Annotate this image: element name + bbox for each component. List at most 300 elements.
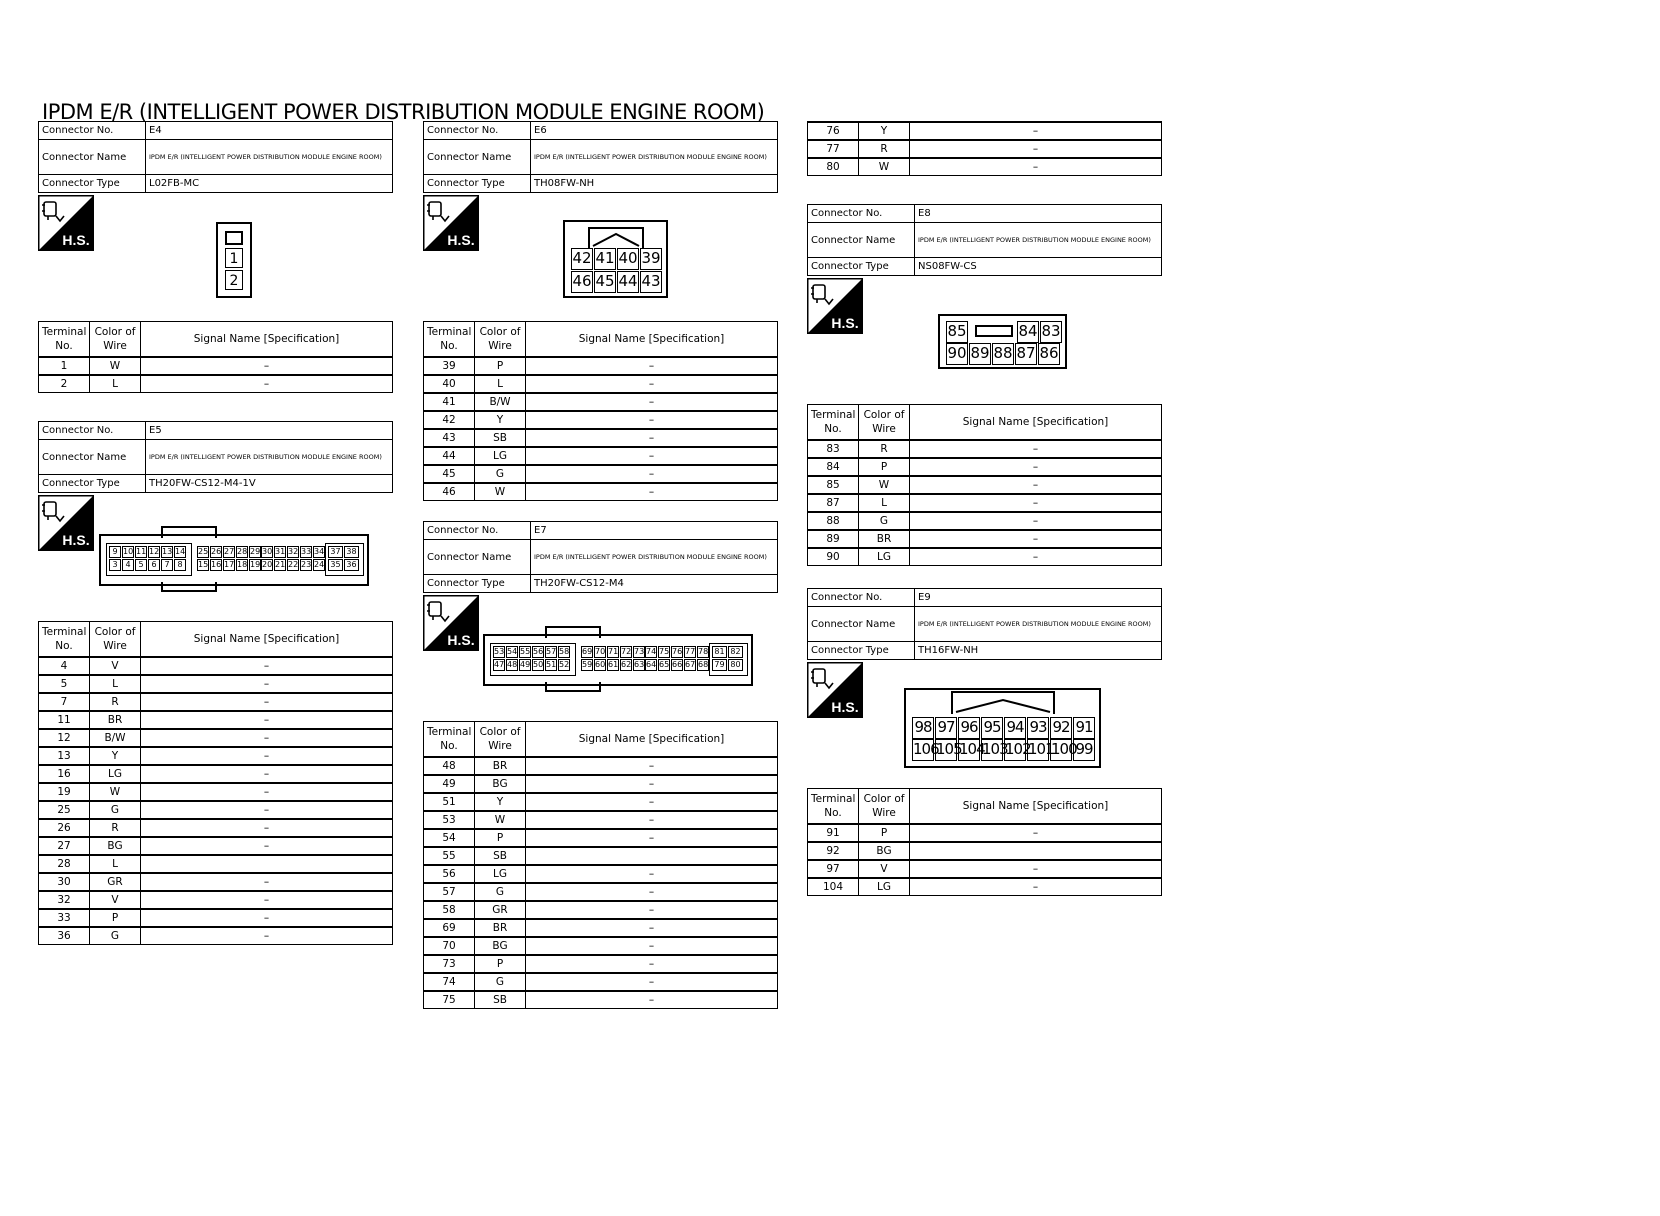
signal-name: – xyxy=(141,783,393,801)
color-of-wire-header: Color of Wire xyxy=(859,789,910,825)
table-row xyxy=(808,842,1162,860)
pin: 4 xyxy=(122,559,134,571)
terminal-no: 92 xyxy=(808,842,859,860)
connector-name-value: IPDM E/R (INTELLIGENT POWER DISTRIBUTION MODULE ENGINE ROOM) xyxy=(146,140,393,175)
hs-label: H.S. xyxy=(447,232,475,248)
connector-name-value: IPDM E/R (INTELLIGENT POWER DISTRIBUTION MODULE ENGINE ROOM) xyxy=(915,223,1162,258)
pin: 70 xyxy=(595,647,606,656)
signal-name: – xyxy=(910,548,1162,566)
terminal-no-header: Terminal No. xyxy=(424,722,475,758)
table-row xyxy=(808,548,1162,566)
wire-color: SB xyxy=(475,429,526,447)
connector-no-label: Connector No. xyxy=(424,122,531,140)
signal-name: – xyxy=(141,837,393,855)
terminal-no: 104 xyxy=(808,878,859,896)
terminal-no-header: Terminal No. xyxy=(808,405,859,441)
wire-color: BG xyxy=(475,937,526,955)
connector-no-value: E8 xyxy=(915,205,1162,223)
pin: 32 xyxy=(288,547,299,556)
connector-info-e7 xyxy=(423,521,778,593)
connector-latch xyxy=(161,526,217,538)
wire-color: W xyxy=(90,783,141,801)
terminal-no: 16 xyxy=(39,765,90,783)
pin: 19 xyxy=(250,560,261,569)
wire-color: P xyxy=(859,458,910,476)
pin: 104 xyxy=(958,739,980,761)
pin: 15 xyxy=(198,560,209,569)
pin: 51 xyxy=(546,660,557,669)
connector-info-e6 xyxy=(423,121,778,193)
wire-color: BG xyxy=(90,837,141,855)
table-row xyxy=(808,860,1162,878)
table-row xyxy=(424,829,778,847)
connector-no-label: Connector No. xyxy=(39,422,146,440)
pin: 21 xyxy=(275,560,286,569)
terminal-table-e9 xyxy=(807,788,1162,896)
pin: 103 xyxy=(981,739,1003,761)
pin: 7 xyxy=(161,559,173,571)
pin: 17 xyxy=(224,560,235,569)
signal-name: – xyxy=(526,429,778,447)
terminal-no: 28 xyxy=(39,855,90,873)
pin: 75 xyxy=(659,647,670,656)
table-row xyxy=(424,447,778,465)
connector-name-label: Connector Name xyxy=(808,607,915,642)
pin: 20 xyxy=(262,560,273,569)
wire-color: P xyxy=(475,357,526,375)
hs-label: H.S. xyxy=(62,232,90,248)
wire-color: R xyxy=(90,693,141,711)
terminal-no: 80 xyxy=(808,158,859,176)
pin: 52 xyxy=(559,660,570,669)
pin: 91 xyxy=(1073,717,1095,739)
terminal-no: 54 xyxy=(424,829,475,847)
signal-name: – xyxy=(910,860,1162,878)
terminal-no: 4 xyxy=(39,657,90,675)
terminal-no: 73 xyxy=(424,955,475,973)
hs-label: H.S. xyxy=(447,632,475,648)
wire-color: W xyxy=(475,483,526,501)
wire-color: R xyxy=(859,440,910,458)
signal-name: – xyxy=(526,973,778,991)
harness-side-icon xyxy=(807,278,863,334)
signal-name: – xyxy=(141,909,393,927)
terminal-no: 91 xyxy=(808,824,859,842)
table-row xyxy=(808,158,1162,176)
wire-color: L xyxy=(859,494,910,512)
terminal-no: 7 xyxy=(39,693,90,711)
pin: 49 xyxy=(520,660,531,669)
signal-name: – xyxy=(526,991,778,1009)
pin: 93 xyxy=(1027,717,1049,739)
pin: 89 xyxy=(969,343,991,365)
terminal-no: 74 xyxy=(424,973,475,991)
terminal-no: 32 xyxy=(39,891,90,909)
connector-face-e9 xyxy=(904,688,1101,768)
connector-type-label: Connector Type xyxy=(39,475,146,493)
wire-color: L xyxy=(90,675,141,693)
harness-side-icon xyxy=(423,195,479,251)
signal-name-header: Signal Name [Specification] xyxy=(526,322,778,358)
terminal-no: 97 xyxy=(808,860,859,878)
terminal-no: 40 xyxy=(424,375,475,393)
hs-label: H.S. xyxy=(62,532,90,548)
wire-color: GR xyxy=(475,901,526,919)
terminal-no: 48 xyxy=(424,757,475,775)
connector-latch-icon xyxy=(950,690,1056,716)
table-row xyxy=(424,465,778,483)
pin: 76 xyxy=(672,647,683,656)
signal-name: – xyxy=(141,819,393,837)
pin: 86 xyxy=(1038,343,1060,365)
table-row xyxy=(808,440,1162,458)
wire-color: BR xyxy=(475,757,526,775)
terminal-no: 42 xyxy=(424,411,475,429)
pin: 1 xyxy=(225,248,243,268)
signal-name xyxy=(526,847,778,865)
pin: 43 xyxy=(640,271,662,293)
pin: 2 xyxy=(225,270,243,290)
connector-type-value: TH20FW-CS12-M4 xyxy=(531,575,778,593)
wire-color: B/W xyxy=(475,393,526,411)
table-row xyxy=(808,458,1162,476)
table-row xyxy=(39,711,393,729)
hs-label: H.S. xyxy=(831,315,859,331)
signal-name: – xyxy=(526,447,778,465)
table-row xyxy=(39,801,393,819)
pin: 85 xyxy=(946,321,968,343)
pin: 42 xyxy=(571,248,593,270)
wire-color: W xyxy=(859,476,910,494)
pin: 13 xyxy=(162,547,173,556)
signal-name: – xyxy=(526,793,778,811)
pin: 56 xyxy=(533,647,544,656)
table-row xyxy=(424,973,778,991)
pin: 78 xyxy=(698,647,709,656)
pin: 44 xyxy=(617,271,639,293)
table-row xyxy=(808,512,1162,530)
pin: 62 xyxy=(621,660,632,669)
table-row xyxy=(424,775,778,793)
terminal-no: 58 xyxy=(424,901,475,919)
pin: 61 xyxy=(608,660,619,669)
connector-latch xyxy=(545,682,601,692)
signal-name: – xyxy=(141,927,393,945)
table-row xyxy=(808,878,1162,896)
connector-type-value: TH08FW-NH xyxy=(531,175,778,193)
signal-name: – xyxy=(910,122,1162,140)
pin: 34 xyxy=(314,547,325,556)
pin: 79 xyxy=(712,659,727,671)
pin: 106 xyxy=(912,739,934,761)
table-row xyxy=(424,375,778,393)
terminal-no: 88 xyxy=(808,512,859,530)
table-row xyxy=(424,429,778,447)
wire-color: LG xyxy=(859,878,910,896)
pin: 88 xyxy=(992,343,1014,365)
page-title: IPDM E/R (INTELLIGENT POWER DISTRIBUTION MODULE ENGINE ROOM) xyxy=(42,100,765,124)
wire-color: G xyxy=(475,883,526,901)
signal-name: – xyxy=(910,512,1162,530)
pin: 92 xyxy=(1050,717,1072,739)
connector-latch xyxy=(545,626,601,638)
table-row xyxy=(424,757,778,775)
pin: 16 xyxy=(211,560,222,569)
signal-name: – xyxy=(910,458,1162,476)
signal-name: – xyxy=(910,494,1162,512)
signal-name: – xyxy=(141,873,393,891)
wire-color: G xyxy=(475,465,526,483)
pin: 45 xyxy=(594,271,616,293)
connector-info-e8 xyxy=(807,204,1162,276)
pin: 50 xyxy=(533,660,544,669)
connector-type-value: TH20FW-CS12-M4-1V xyxy=(146,475,393,493)
wire-color: SB xyxy=(475,991,526,1009)
terminal-no: 53 xyxy=(424,811,475,829)
pin-group-frame xyxy=(490,643,576,676)
connector-info-e9 xyxy=(807,588,1162,660)
connector-type-label: Connector Type xyxy=(39,175,146,193)
pin: 12 xyxy=(149,547,160,556)
wire-color: W xyxy=(475,811,526,829)
table-row xyxy=(424,991,778,1009)
pin: 97 xyxy=(935,717,957,739)
pin: 96 xyxy=(958,717,980,739)
terminal-no-header: Terminal No. xyxy=(808,789,859,825)
table-row xyxy=(39,891,393,909)
table-row xyxy=(39,375,393,393)
terminal-no: 89 xyxy=(808,530,859,548)
signal-name: – xyxy=(910,530,1162,548)
pin: 30 xyxy=(262,547,273,556)
wire-color: Y xyxy=(90,747,141,765)
terminal-no: 30 xyxy=(39,873,90,891)
wire-color: BG xyxy=(475,775,526,793)
terminal-no: 84 xyxy=(808,458,859,476)
wire-color: P xyxy=(475,955,526,973)
table-row xyxy=(424,955,778,973)
connector-name-label: Connector Name xyxy=(424,140,531,175)
table-row xyxy=(39,927,393,945)
table-row xyxy=(39,729,393,747)
harness-side-icon xyxy=(38,495,94,551)
wire-color: Y xyxy=(475,411,526,429)
wire-color: L xyxy=(90,855,141,873)
wire-color: L xyxy=(475,375,526,393)
wire-color: V xyxy=(90,891,141,909)
table-row xyxy=(424,901,778,919)
terminal-no: 36 xyxy=(39,927,90,945)
pin: 35 xyxy=(328,559,343,571)
harness-side-icon xyxy=(38,195,94,251)
pin: 100 xyxy=(1050,739,1072,761)
pin: 26 xyxy=(211,547,222,556)
pin: 53 xyxy=(494,647,505,656)
wire-color: G xyxy=(859,512,910,530)
wire-color: LG xyxy=(90,765,141,783)
terminal-no: 11 xyxy=(39,711,90,729)
wire-color: P xyxy=(859,824,910,842)
pin: 18 xyxy=(237,560,248,569)
table-row xyxy=(39,357,393,375)
pin: 36 xyxy=(344,559,359,571)
wire-color: BG xyxy=(859,842,910,860)
pin: 83 xyxy=(1040,321,1062,343)
pin: 102 xyxy=(1004,739,1026,761)
terminal-no: 75 xyxy=(424,991,475,1009)
signal-name: – xyxy=(526,919,778,937)
pin: 40 xyxy=(617,248,639,270)
pin: 11 xyxy=(136,547,147,556)
connector-type-label: Connector Type xyxy=(808,642,915,660)
terminal-no: 51 xyxy=(424,793,475,811)
connector-latch xyxy=(225,231,243,245)
connector-type-value: NS08FW-CS xyxy=(915,258,1162,276)
connector-no-value: E6 xyxy=(531,122,778,140)
pin: 9 xyxy=(109,546,121,558)
terminal-no: 43 xyxy=(424,429,475,447)
signal-name: – xyxy=(526,757,778,775)
signal-name: – xyxy=(526,411,778,429)
terminal-no: 57 xyxy=(424,883,475,901)
signal-name xyxy=(141,855,393,873)
pin: 38 xyxy=(344,546,359,558)
terminal-no: 12 xyxy=(39,729,90,747)
pin: 24 xyxy=(314,560,325,569)
pin: 46 xyxy=(571,271,593,293)
table-row xyxy=(424,919,778,937)
connector-name-value: IPDM E/R (INTELLIGENT POWER DISTRIBUTION MODULE ENGINE ROOM) xyxy=(146,440,393,475)
wire-color: LG xyxy=(475,447,526,465)
table-row xyxy=(424,865,778,883)
table-row xyxy=(39,675,393,693)
harness-side-icon xyxy=(807,662,863,718)
wire-color: P xyxy=(475,829,526,847)
pin: 66 xyxy=(672,660,683,669)
connector-name-value: IPDM E/R (INTELLIGENT POWER DISTRIBUTION MODULE ENGINE ROOM) xyxy=(531,540,778,575)
terminal-no: 55 xyxy=(424,847,475,865)
terminal-no: 45 xyxy=(424,465,475,483)
pin: 74 xyxy=(646,647,657,656)
pin: 8 xyxy=(174,559,186,571)
wire-color: G xyxy=(90,927,141,945)
table-row xyxy=(39,765,393,783)
terminal-no: 56 xyxy=(424,865,475,883)
pin: 28 xyxy=(237,547,248,556)
terminal-no: 76 xyxy=(808,122,859,140)
color-of-wire-header: Color of Wire xyxy=(475,722,526,758)
pin: 55 xyxy=(520,647,531,656)
connector-face-e4 xyxy=(216,222,252,298)
connector-no-value: E5 xyxy=(146,422,393,440)
signal-name: – xyxy=(526,901,778,919)
pin: 23 xyxy=(301,560,312,569)
pin: 72 xyxy=(621,647,632,656)
terminal-no: 69 xyxy=(424,919,475,937)
pin: 101 xyxy=(1027,739,1049,761)
terminal-no: 1 xyxy=(39,357,90,375)
terminal-no: 2 xyxy=(39,375,90,393)
pin: 82 xyxy=(728,646,743,658)
connector-face-e5 xyxy=(99,534,369,586)
pin: 94 xyxy=(1004,717,1026,739)
pin: 90 xyxy=(946,343,968,365)
connector-no-value: E4 xyxy=(146,122,393,140)
wire-color: BR xyxy=(90,711,141,729)
pin: 105 xyxy=(935,739,957,761)
signal-name: – xyxy=(910,476,1162,494)
terminal-no: 33 xyxy=(39,909,90,927)
pin-group-frame xyxy=(709,643,748,676)
table-row xyxy=(424,793,778,811)
pin: 71 xyxy=(608,647,619,656)
terminal-no: 83 xyxy=(808,440,859,458)
pin: 60 xyxy=(595,660,606,669)
connector-type-value: L02FB-MC xyxy=(146,175,393,193)
wire-color: LG xyxy=(475,865,526,883)
connector-info-e5 xyxy=(38,421,393,493)
pin: 58 xyxy=(559,647,570,656)
signal-name: – xyxy=(141,657,393,675)
terminal-no: 39 xyxy=(424,357,475,375)
connector-no-label: Connector No. xyxy=(808,589,915,607)
signal-name: – xyxy=(141,891,393,909)
pin: 33 xyxy=(301,547,312,556)
signal-name: – xyxy=(526,775,778,793)
pin: 29 xyxy=(250,547,261,556)
table-row xyxy=(808,140,1162,158)
pin: 5 xyxy=(135,559,147,571)
pin: 31 xyxy=(275,547,286,556)
connector-latch xyxy=(975,325,1013,337)
connector-type-label: Connector Type xyxy=(424,175,531,193)
pin: 3 xyxy=(109,559,121,571)
wire-color: R xyxy=(90,819,141,837)
pin: 95 xyxy=(981,717,1003,739)
terminal-no-header: Terminal No. xyxy=(39,622,90,658)
pin: 6 xyxy=(148,559,160,571)
wire-color: V xyxy=(90,657,141,675)
table-row xyxy=(424,357,778,375)
terminal-no: 87 xyxy=(808,494,859,512)
color-of-wire-header: Color of Wire xyxy=(859,405,910,441)
color-of-wire-header: Color of Wire xyxy=(475,322,526,358)
terminal-no: 26 xyxy=(39,819,90,837)
table-row xyxy=(39,837,393,855)
signal-name: – xyxy=(141,747,393,765)
pin-group-frame xyxy=(325,543,364,576)
pin: 87 xyxy=(1015,343,1037,365)
pin: 27 xyxy=(224,547,235,556)
connector-name-label: Connector Name xyxy=(808,223,915,258)
pin: 98 xyxy=(912,717,934,739)
signal-name: – xyxy=(526,375,778,393)
pin: 10 xyxy=(123,547,134,556)
pin: 14 xyxy=(175,547,186,556)
table-row xyxy=(39,855,393,873)
connector-no-value: E9 xyxy=(915,589,1162,607)
pin: 41 xyxy=(594,248,616,270)
connector-type-label: Connector Type xyxy=(424,575,531,593)
connector-face-e8 xyxy=(938,314,1067,369)
terminal-no: 44 xyxy=(424,447,475,465)
color-of-wire-header: Color of Wire xyxy=(90,322,141,358)
wire-color: SB xyxy=(475,847,526,865)
wire-color: BR xyxy=(475,919,526,937)
signal-name-header: Signal Name [Specification] xyxy=(141,622,393,658)
table-row xyxy=(39,693,393,711)
signal-name: – xyxy=(526,865,778,883)
